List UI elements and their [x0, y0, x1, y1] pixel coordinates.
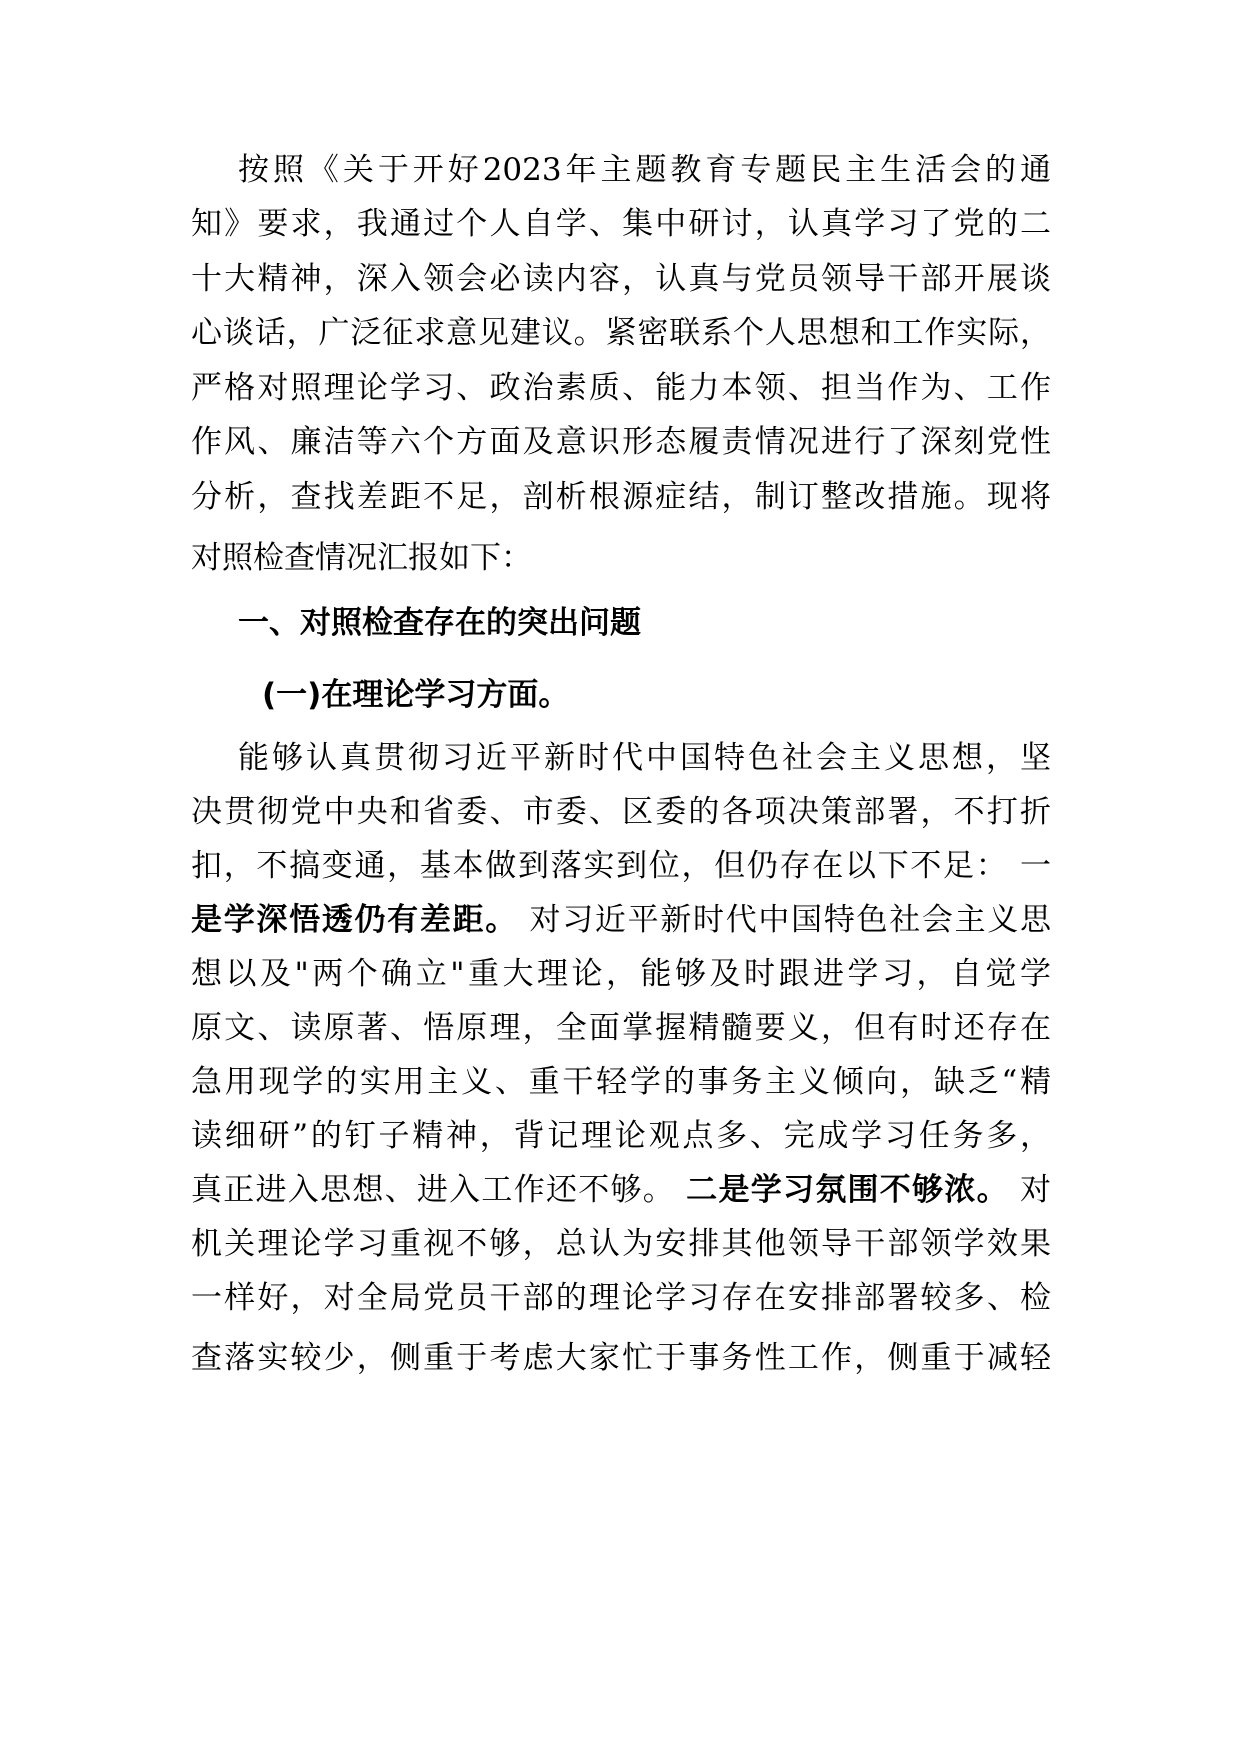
body-line-6: 原文、读原著、悟原理，全面掌握精髓要义，但有时还存在 [191, 1010, 1051, 1046]
section-heading: 一、对照检查存在的突出问题 [238, 605, 641, 641]
body-line-2: 决贯彻党中央和省委、市委、区委的各项决策部署，不打折 [191, 794, 1051, 830]
body-line-11: 一样好，对全局党员干部的理论学习存在安排部署较多、检 [191, 1280, 1051, 1316]
intro-line-2: 知》要求，我通过个人自学、集中研讨，认真学习了党的二 [191, 206, 1051, 242]
intro-line-7: 分析，查找差距不足，剖析根源症结，制订整改措施。现将 [191, 479, 1051, 515]
intro-line-4: 心谈话，广泛征求意见建议。紧密联系个人思想和工作实际， [191, 315, 1051, 351]
body-line-4 [191, 900, 1051, 940]
body-line-9 [191, 1170, 1051, 1210]
body-line-1: 能够认真贯彻习近平新时代中国特色社会主义思想，坚 [238, 740, 1051, 776]
body-line-4-text: 对习近平新时代中国特色社会主义思 [517, 902, 1052, 938]
body-line-10: 机关理论学习重视不够，总认为安排其他领导干部领学效果 [191, 1226, 1051, 1262]
intro-line-5: 严格对照理论学习、政治素质、能力本领、担当作为、工作 [191, 370, 1051, 406]
body-line-3: 扣，不搞变通，基本做到落实到位，但仍存在以下不足： 一 [191, 848, 1051, 884]
intro-line-1: 按照《关于开好2023年主题教育专题民主生活会的通 [238, 152, 1051, 188]
subsection-heading: (一)在理论学习方面。 [262, 677, 570, 713]
body-line-9-pre: 真正进入思想、进入工作还不够。 [191, 1172, 687, 1208]
point-two-title: 二是学习氛围不够浓。 [686, 1172, 1009, 1208]
body-line-7: 急用现学的实用主义、重干轻学的事务主义倾向，缺乏“精 [191, 1064, 1051, 1100]
intro-line-8: 对照检查情况汇报如下： [191, 540, 532, 576]
body-line-9-post: 对 [1008, 1172, 1051, 1208]
intro-line-3: 十大精神，深入领会必读内容，认真与党员领导干部开展谈 [191, 261, 1051, 297]
body-line-8: 读细研”的钉子精神，背记理论观点多、完成学习任务多， [191, 1118, 1051, 1154]
intro-line-6: 作风、廉洁等六个方面及意识形态履责情况进行了深刻党性 [191, 424, 1051, 460]
point-one-title: 是学深悟透仍有差距。 [191, 902, 518, 938]
body-line-12: 查落实较少，侧重于考虑大家忙于事务性工作，侧重于减轻 [191, 1340, 1051, 1376]
body-line-5: 想以及"两个确立"重大理论，能够及时跟进学习，自觉学 [191, 956, 1051, 992]
